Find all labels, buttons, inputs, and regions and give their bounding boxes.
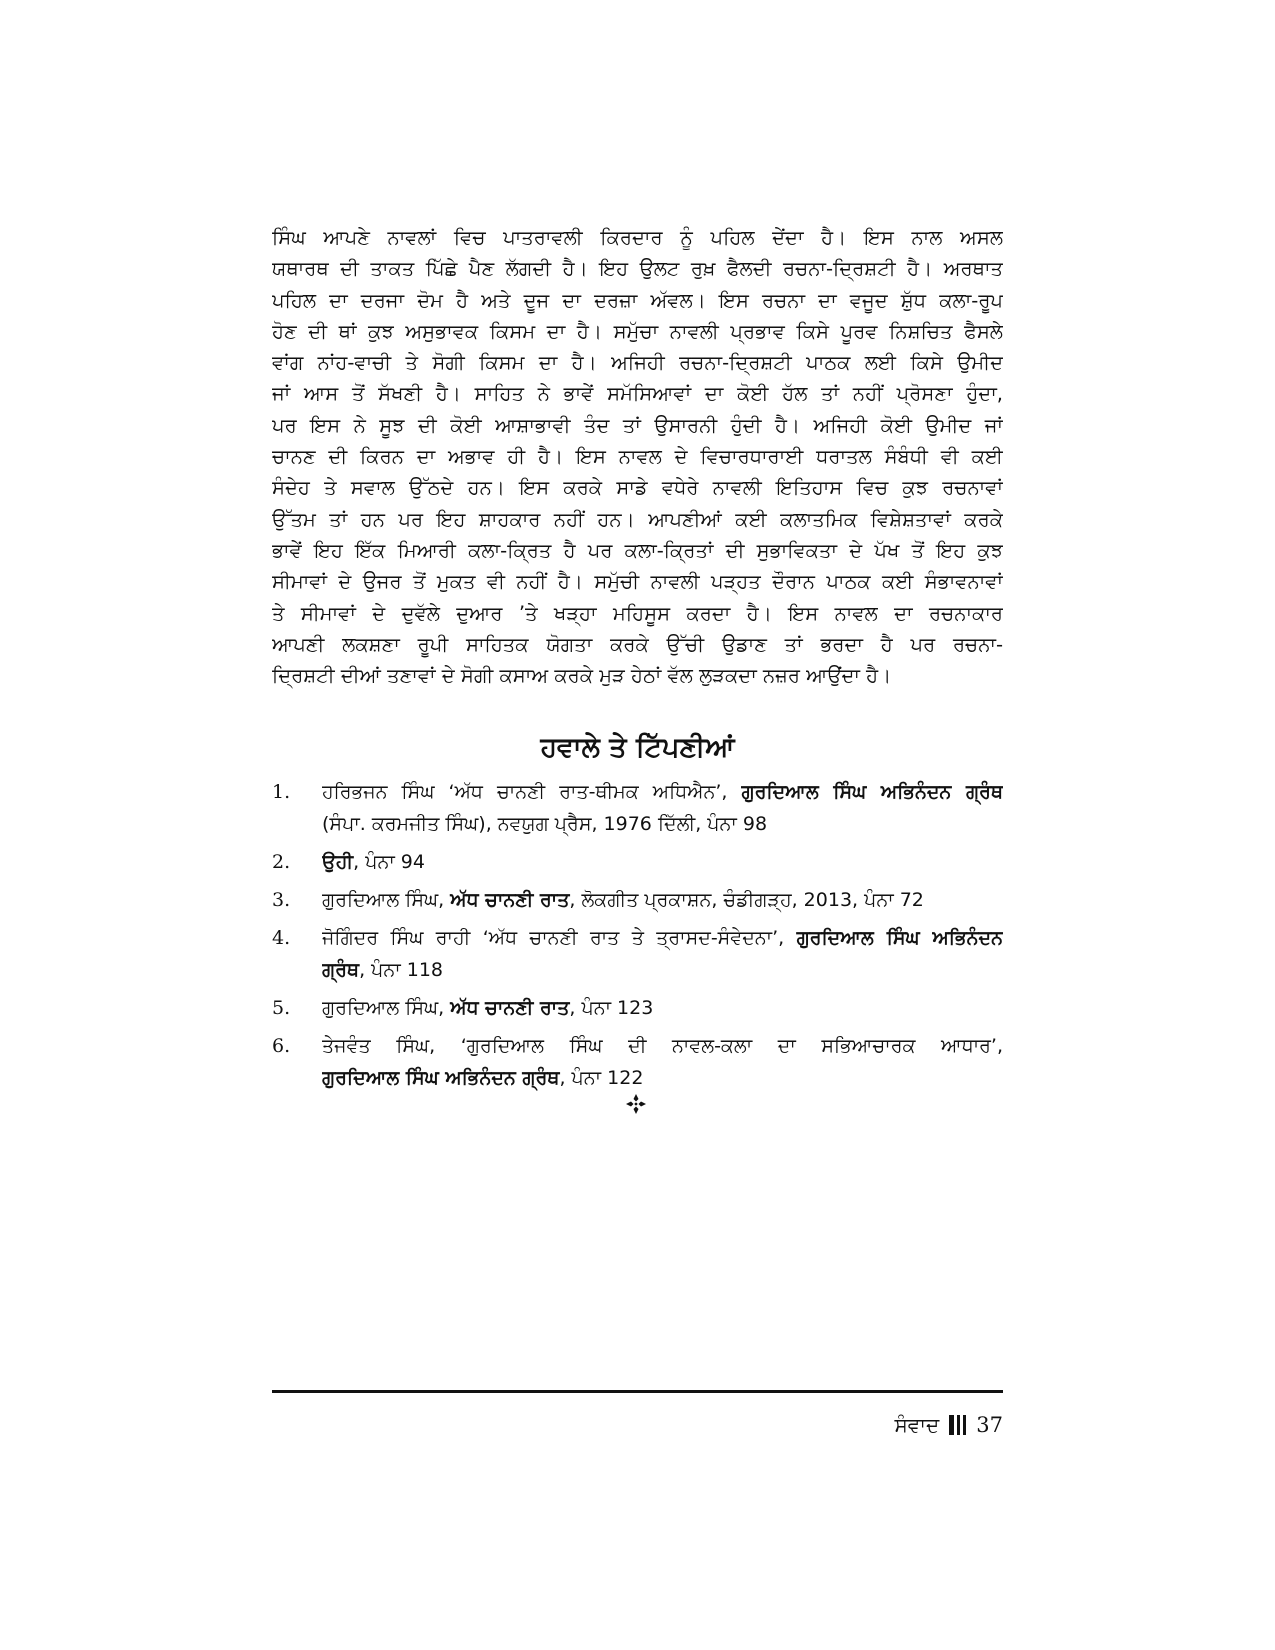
reference-title: ਅੱਧ ਚਾਨਣੀ ਰਾਤ (450, 889, 570, 911)
body-line: ਸੰਦੇਹ ਤੇ ਸਵਾਲ ਉੱਠਦੇ ਹਨ। ਇਸ ਕਰਕੇ ਸਾਡੇ ਵਧੇਰੇ ਨਾਵਲੀ ਇਤਿਹਾਸ ਵਿਚ ਕੁਝ ਰਚਨਾਵਾਂ (272, 476, 1003, 500)
body-line: ਸਿੰਘ ਆਪਣੇ ਨਾਵਲਾਂ ਵਿਚ ਪਾਤਰਾਵਲੀ ਕਿਰਦਾਰ ਨੂੰ ਪਹਿਲ ਦੇਂਦਾ ਹੈ। ਇਸ ਨਾਲ ਅਸਲ (272, 226, 1003, 249)
reference-item-1 (272, 776, 1003, 840)
reference-title: ਗ੍ਰੰਥ (322, 959, 360, 981)
reference-title: ਗੁਰਦਿਆਲ ਸਿੰਘ ਅਭਿਨੰਦਨ ਗ੍ਰੰਥ (741, 781, 1003, 803)
reference-text: , ਪੰਨਾ 122 (559, 1067, 644, 1089)
reference-line (322, 1030, 1003, 1062)
reference-item-5 (272, 992, 1003, 1024)
body-line: ਸੀਮਾਵਾਂ ਦੇ ਉਜਰ ਤੋਂ ਮੁਕਤ ਵੀ ਨਹੀਂ ਹੈ। ਸਮੁੱਚੀ ਨਾਵਲੀ ਪੜ੍ਹਤ ਦੌਰਾਨ ਪਾਠਕ ਕਈ ਸੰਭਾਵਨਾਵਾਂ (272, 570, 1003, 594)
reference-title: ਗੁਰਦਿਆਲ ਸਿੰਘ ਅਭਿਨੰਦਨ ਗ੍ਰੰਥ (322, 1067, 560, 1089)
reference-item-4 (272, 922, 1003, 986)
body-line: ਜਾਂ ਆਸ ਤੋਂ ਸੱਖਣੀ ਹੈ। ਸਾਹਿਤ ਨੇ ਭਾਵੇਂ ਸਮੱਸਿਆਵਾਂ ਦਾ ਕੋਈ ਹੱਲ ਤਾਂ ਨਹੀਂ ਪ੍ਰੋਸਣਾ ਹੁੰਦਾ, (272, 382, 1003, 406)
reference-text: , ਪੰਨਾ 94 (353, 851, 425, 873)
body-line: ਉੱਤਮ ਤਾਂ ਹਨ ਪਰ ਇਹ ਸ਼ਾਹਕਾਰ ਨਹੀਂ ਹਨ। ਆਪਣੀਆਂ ਕਈ ਕਲਾਤਮਿਕ ਵਿਸ਼ੇਸ਼ਤਾਵਾਂ ਕਰਕੇ (272, 507, 1003, 531)
reference-text: ਗੁਰਦਿਆਲ ਸਿੰਘ, (322, 889, 451, 911)
reference-item-3 (272, 884, 1003, 916)
reference-text: ਹਰਿਭਜਨ ਸਿੰਘ ‘ਅੱਧ ਚਾਨਣੀ ਰਾਤ-ਥੀਮਕ ਅਧਿਐਨ’, (322, 781, 742, 803)
references-heading: ਹਵਾਲੇ ਤੇ ਟਿੱਪਣੀਆਂ (540, 732, 735, 763)
reference-number: 2. (272, 851, 291, 873)
reference-line (322, 808, 1003, 840)
body-line: ਯਥਾਰਥ ਦੀ ਤਾਕਤ ਪਿੱਛੇ ਪੈਣ ਲੱਗਦੀ ਹੈ। ਇਹ ਉਲਟ ਰੁਖ਼ ਫੈਲਦੀ ਰਚਨਾ-ਦ੍ਰਿਸ਼ਟੀ ਹੈ। ਅਰਥਾਤ (272, 257, 1003, 281)
reference-text: , ਲੋਕਗੀਤ ਪ੍ਰਕਾਸ਼ਨ, ਚੰਡੀਗੜ੍ਹ, 2013, ਪੰਨਾ 72 (569, 889, 924, 911)
reference-line (322, 846, 1003, 878)
reference-number: 5. (272, 997, 291, 1019)
body-line: ਪਹਿਲ ਦਾ ਦਰਜਾ ਦੋਮ ਹੈ ਅਤੇ ਦੂਜ ਦਾ ਦਰਜ਼ਾ ਅੱਵਲ। ਇਸ ਰਚਨਾ ਦਾ ਵਜੂਦ ਸ਼ੁੱਧ ਕਲਾ-ਰੂਪ (272, 288, 1003, 312)
reference-number: 6. (272, 1035, 291, 1057)
reference-item-2 (272, 846, 1003, 878)
footer-rule (272, 1390, 1003, 1393)
reference-text: (ਸੰਪਾ. ਕਰਮਜੀਤ ਸਿੰਘ), ਨਵਯੁਗ ਪ੍ਰੈਸ, 1976 ਦਿੱਲੀ, ਪੰਨਾ 98 (322, 813, 768, 835)
reference-line (322, 992, 1003, 1024)
reference-line (322, 922, 1003, 954)
reference-title: ਗੁਰਦਿਆਲ ਸਿੰਘ ਅਭਿਨੰਦਨ (796, 927, 1003, 949)
body-line: ਹੋਣ ਦੀ ਥਾਂ ਕੁਝ ਅਸੁਭਾਵਕ ਕਿਸਮ ਦਾ ਹੈ। ਸਮੁੱਚਾ ਨਾਵਲੀ ਪ੍ਰਭਾਵ ਕਿਸੇ ਪੂਰਵ ਨਿਸ਼ਚਿਤ ਫੈਸਲੇ (272, 319, 1003, 343)
reference-title: ਅੱਧ ਚਾਨਣੀ ਰਾਤ (450, 997, 570, 1019)
references-list (272, 776, 1003, 1100)
page-number: 37 (976, 1413, 1003, 1437)
reference-text: , ਪੰਨਾ 123 (569, 997, 654, 1019)
reference-line (322, 1062, 1003, 1094)
body-line: ਦ੍ਰਿਸ਼ਟੀ ਦੀਆਂ ਤਣਾਵਾਂ ਦੇ ਸੋਗੀ ਕਸਾਅ ਕਰਕੇ ਮੁੜ ਹੇਠਾਂ ਵੱਲ ਲੁੜਕਦਾ ਨਜ਼ਰ ਆਉਂਦਾ ਹੈ। (272, 664, 892, 688)
reference-line (322, 776, 1003, 808)
body-line: ਤੇ ਸੀਮਾਵਾਂ ਦੇ ਦੁਵੱਲੇ ਦੁਆਰ ’ਤੇ ਖੜ੍ਹਾ ਮਹਿਸੂਸ ਕਰਦਾ ਹੈ। ਇਸ ਨਾਵਲ ਦਾ ਰਚਨਾਕਾਰ (272, 601, 1003, 625)
reference-text: , ਪੰਨਾ 118 (359, 959, 444, 981)
body-line: ਵਾਂਗ ਨਾਂਹ-ਵਾਚੀ ਤੇ ਸੋਗੀ ਕਿਸਮ ਦਾ ਹੈ। ਅਜਿਹੀ ਰਚਨਾ-ਦ੍ਰਿਸ਼ਟੀ ਪਾਠਕ ਲਈ ਕਿਸੇ ਉਮੀਦ (272, 351, 1003, 375)
fleuron-ornament-icon (624, 1092, 648, 1116)
body-line: ਚਾਨਣ ਦੀ ਕਿਰਨ ਦਾ ਅਭਾਵ ਹੀ ਹੈ। ਇਸ ਨਾਵਲ ਦੇ ਵਿਚਾਰਧਾਰਾਈ ਧਰਾਤਲ ਸੰਬੰਧੀ ਵੀ ਕਈ (272, 445, 1003, 469)
reference-text: ਤੇਜਵੰਤ ਸਿੰਘ, ‘ਗੁਰਦਿਆਲ ਸਿੰਘ ਦੀ ਨਾਵਲ-ਕਲਾ ਦਾ ਸਭਿਆਚਾਰਕ ਆਧਾਰ’, (322, 1035, 1003, 1057)
journal-name: ਸੰਵਾਦ (894, 1413, 940, 1437)
reference-item-6 (272, 1030, 1003, 1094)
reference-number: 3. (272, 889, 291, 911)
body-line: ਪਰ ਇਸ ਨੇ ਸੂਝ ਦੀ ਕੋਈ ਆਸ਼ਾਭਾਵੀ ਤੰਦ ਤਾਂ ਉਸਾਰਨੀ ਹੁੰਦੀ ਹੈ। ਅਜਿਹੀ ਕੋਈ ਉਮੀਦ ਜਾਂ (272, 413, 1003, 437)
reference-number: 1. (272, 781, 291, 803)
reference-text: ਗੁਰਦਿਆਲ ਸਿੰਘ, (322, 997, 451, 1019)
reference-number: 4. (272, 927, 291, 949)
reference-line (322, 884, 1003, 916)
body-paragraph (272, 222, 1003, 691)
body-line: ਭਾਵੇਂ ਇਹ ਇੱਕ ਮਿਆਰੀ ਕਲਾ-ਕ੍ਰਿਤ ਹੈ ਪਰ ਕਲਾ-ਕ੍ਰਿਤਾਂ ਦੀ ਸੁਭਾਵਿਕਤਾ ਦੇ ਪੱਖ ਤੋਂ ਇਹ ਕੁਝ (272, 538, 1003, 562)
reference-text: ਜੋਗਿੰਦਰ ਸਿੰਘ ਰਾਹੀ ‘ਅੱਧ ਚਾਨਣੀ ਰਾਤ ਤੇ ਤ੍ਰਾਸਦ-ਸੰਵੇਦਨਾ’, (322, 927, 797, 949)
reference-line (322, 954, 1003, 986)
page-footer (894, 1408, 1003, 1442)
body-line: ਆਪਣੀ ਲਕਸ਼ਣਾ ਰੂਪੀ ਸਾਹਿਤਕ ਯੋਗਤਾ ਕਰਕੇ ਉੱਚੀ ਉਡਾਣ ਤਾਂ ਭਰਦਾ ਹੈ ਪਰ ਰਚਨਾ- (272, 632, 1003, 656)
reference-title: ਉਹੀ (322, 851, 354, 873)
footer-bars-icon (949, 1415, 966, 1435)
